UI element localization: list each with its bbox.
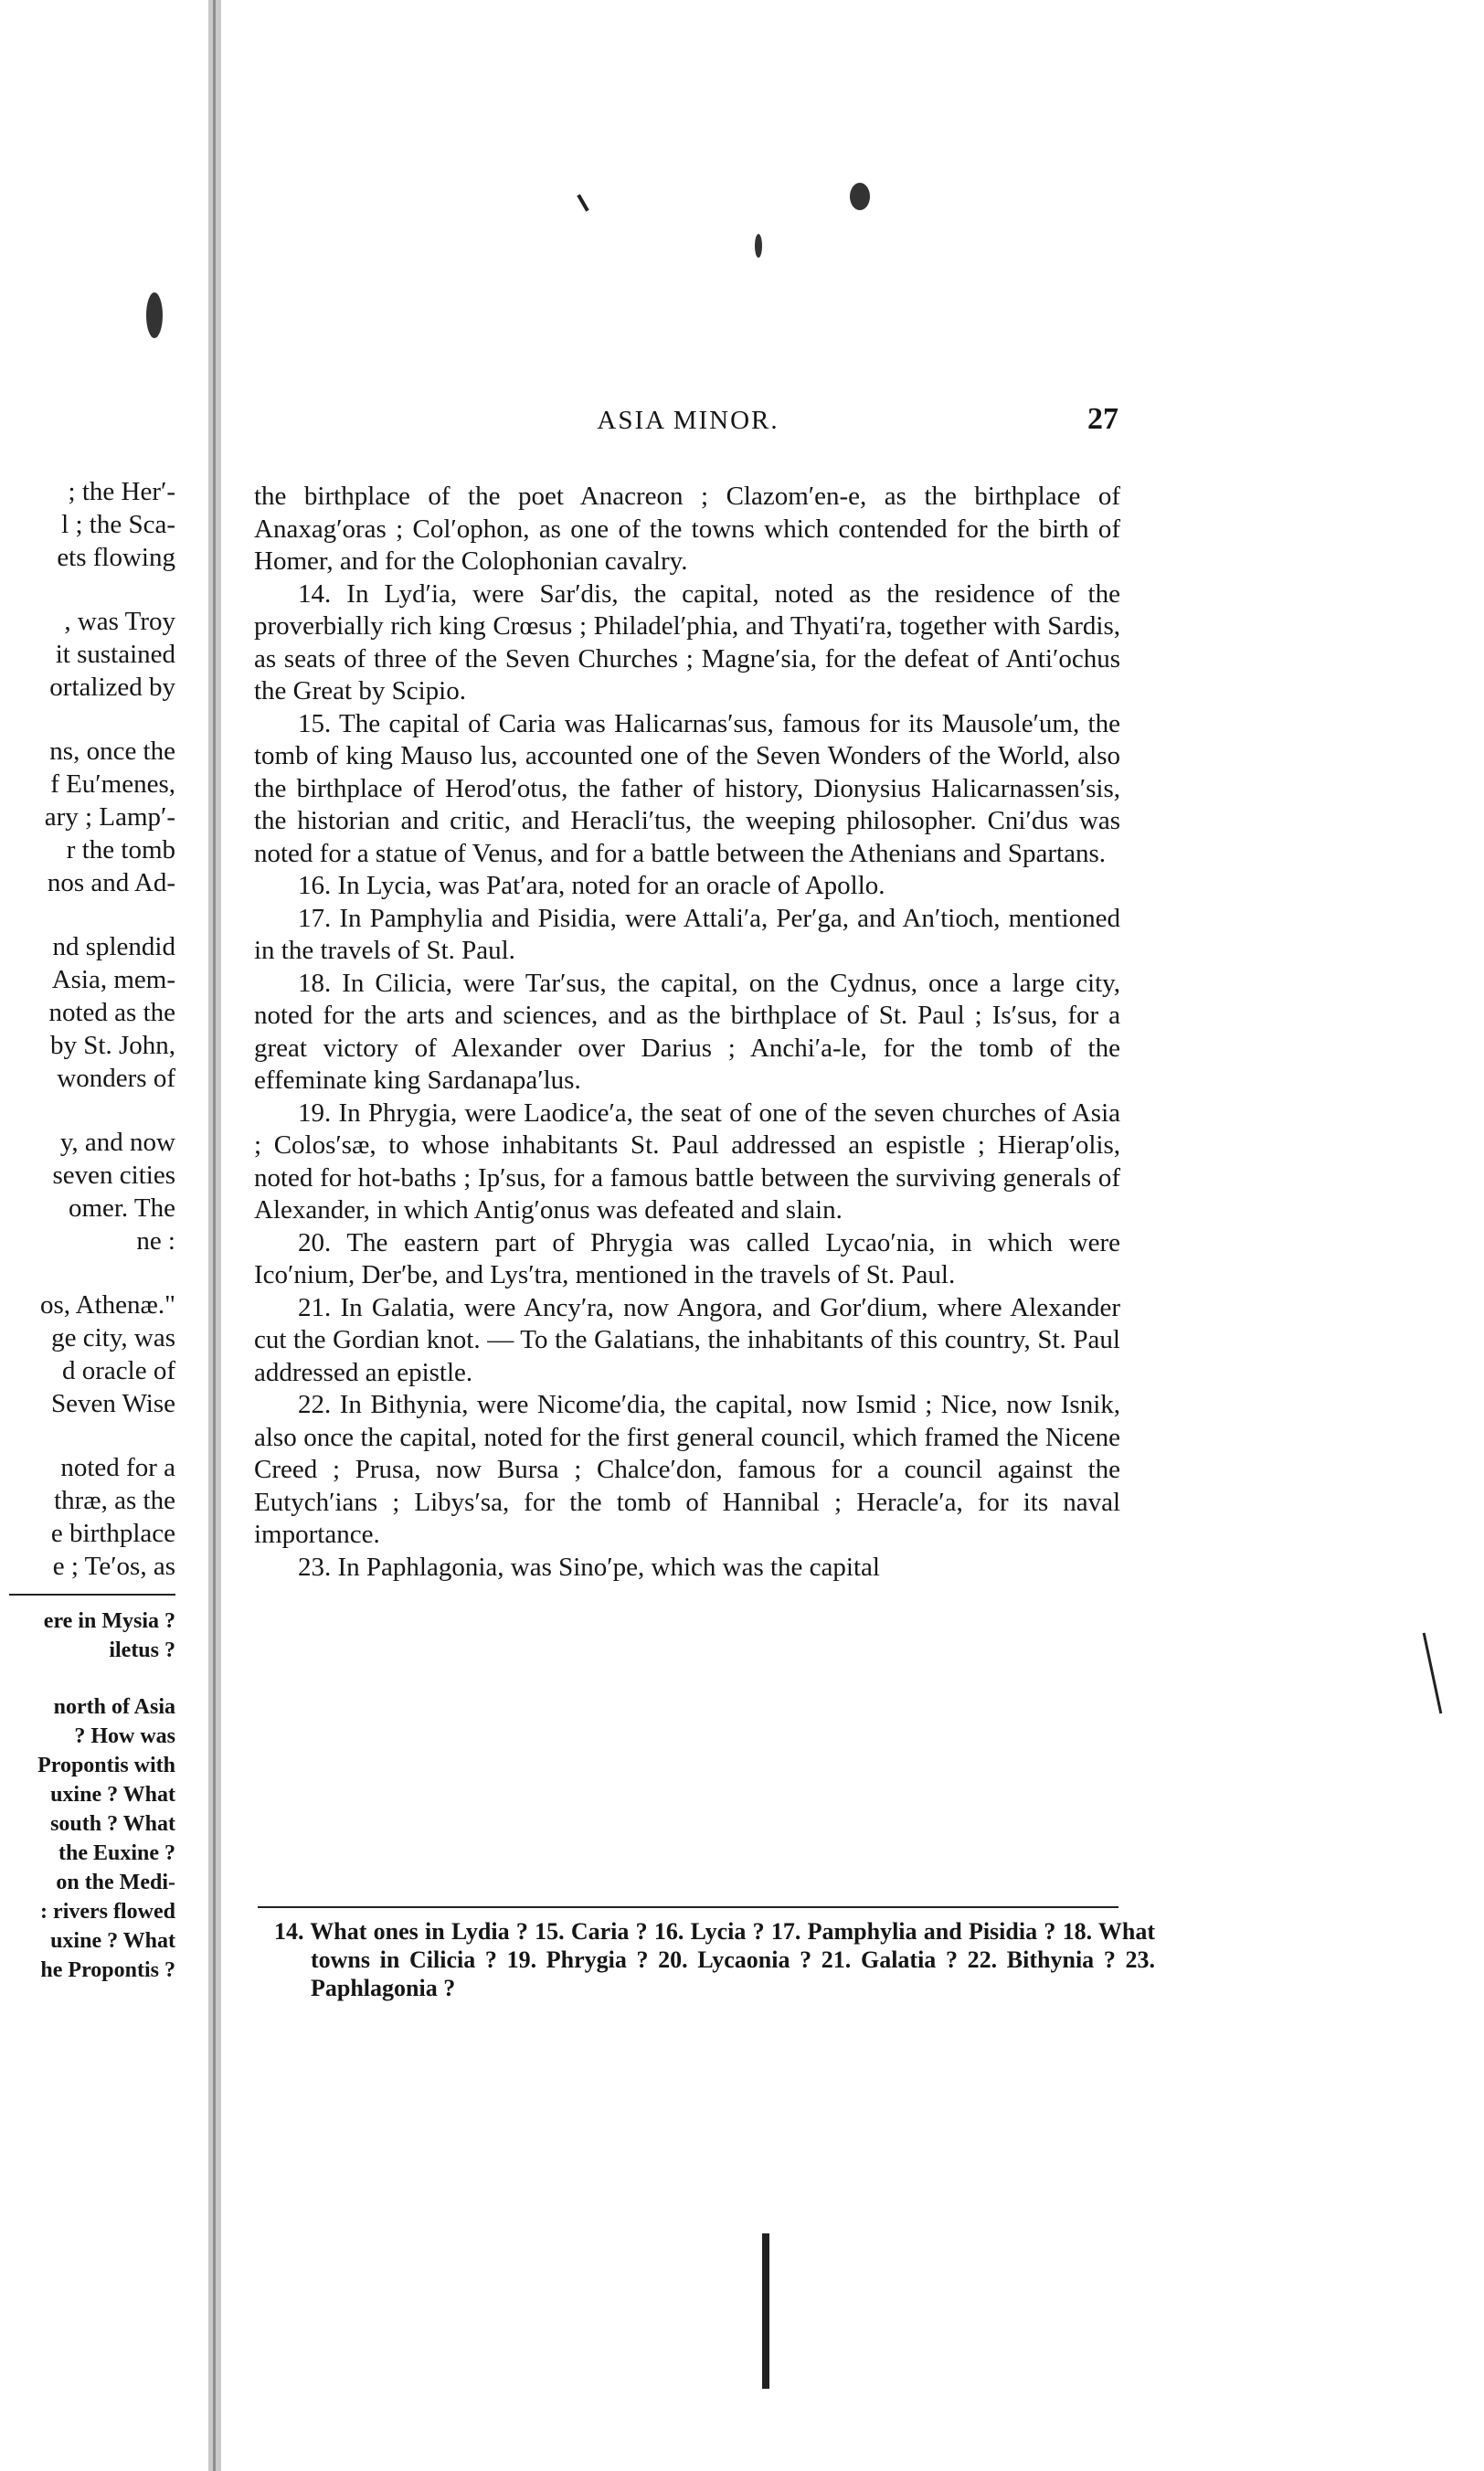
adjacent-page-line: wonders of [57, 1064, 175, 1093]
paragraph-15: 15. The capital of Caria was Halicarnas′sus, famous for its Mausole′um, the tomb of king Mauso lus, accounted one of the Seven Wonders of the World, also the birthplace of Herod′otus, the father of history, Dionysius Halicarnassen′sis, the historian and critic, and Heracli′tus, the weeping philosopher. Cni′dus was noted for a statue of Venus, and for a battle between the Athenians and Spartans. [254, 708, 1120, 868]
adjacent-page-line: , was Troy [64, 607, 175, 636]
body-text [254, 481, 1120, 1584]
running-head [258, 402, 1118, 439]
adjacent-page-question: on the Medi- [56, 1871, 175, 1894]
line-gap [0, 1420, 175, 1451]
adjacent-page-line: ortalized by [49, 673, 175, 702]
page-gutter [208, 0, 221, 2471]
scan-speck [755, 234, 762, 258]
adjacent-page-question: Propontis with [37, 1754, 175, 1777]
scan-speck [146, 292, 163, 338]
adjacent-page-line: l ; the Sca- [61, 510, 175, 539]
adjacent-page-line: seven cities [52, 1161, 175, 1190]
review-questions: 14. What ones in Lydia ? 15. Caria ? 16. Lycia ? 17. Pamphylia and Pisidia ? 18. What towns in Cilicia ? 19. Phrygia ? 20. Lycaonia ? 21. Galatia ? 22. Bithynia ? 23. Paphlagonia ? [274, 1918, 1155, 2001]
adjacent-page-line: ns, once the [49, 737, 175, 766]
adjacent-page-line: ets flowing [57, 543, 175, 572]
paragraph-17: 17. In Pamphylia and Pisidia, were Attali′a, Per′ga, and An′tioch, mentioned in the travels of St. Paul. [254, 903, 1120, 965]
adjacent-page-rule [9, 1594, 175, 1596]
adjacent-page-question: ? How was [74, 1724, 175, 1748]
adjacent-page-line: nos and Ad- [47, 868, 175, 897]
line-gap [0, 1257, 175, 1289]
adjacent-page-line: noted for a [60, 1453, 175, 1482]
paragraph-19: 19. In Phrygia, were Laodice′a, the seat of one of the seven churches of Asia ; Colos′sæ, to whose inhabitants St. Paul addressed an espistle ; Hierap′olis, noted for hot-baths ; Ip′sus, for a famous battle between the surviving generals of Alexander, in which Antig′onus was defeated and slain. [254, 1098, 1120, 1225]
adjacent-page-line: y, and now [59, 1128, 175, 1157]
adjacent-page-line: ary ; Lamp′- [44, 802, 175, 832]
adjacent-page-line: Asia, mem- [51, 965, 175, 994]
adjacent-page-lines [0, 475, 175, 1583]
adjacent-page-line: Seven Wise [50, 1389, 175, 1418]
line-gap [0, 704, 175, 735]
adjacent-page-line: e birthplace [50, 1519, 175, 1548]
line-gap [0, 1095, 175, 1126]
adjacent-page-question: ere in Mysia ? [43, 1609, 175, 1633]
adjacent-page-question: he Propontis ? [40, 1958, 175, 1982]
scan-speck [850, 183, 870, 210]
line-gap [0, 574, 175, 605]
adjacent-page-question: iletus ? [109, 1638, 175, 1662]
adjacent-page-question: south ? What [50, 1812, 175, 1836]
scan-speck [577, 194, 588, 211]
adjacent-page-question: uxine ? What [50, 1929, 175, 1953]
page-number: 27 [1087, 402, 1118, 436]
scan-mark [1423, 1633, 1443, 1714]
paragraph-22: 22. In Bithynia, were Nicome′dia, the capital, now Ismid ; Nice, now Isnik, also once the capital, noted for the first general council, which framed the Nicene Creed ; Prusa, now Bursa ; Chalce′don, famous for a council against the Eutych′ians ; Libys′sa, for the tomb of Hannibal ; Heracle′a, for its naval importance. [254, 1390, 1120, 1549]
adjacent-page-line: r the tomb [66, 835, 175, 864]
adjacent-page-line: ; the Her′- [68, 477, 175, 506]
paragraph-14: 14. In Lyd′ia, were Sar′dis, the capital, noted as the residence of the proverbially rich king Crœsus ; Philadel′phia, and Thyati′ra, together with Sardis, as seats of three of the Seven Churches ; Magne′sia, for the defeat of Anti′ochus the Great by Scipio. [254, 578, 1120, 705]
footnote-rule [258, 1906, 1118, 1908]
line-gap [0, 899, 175, 930]
adjacent-page-line: noted as the [48, 998, 175, 1027]
adjacent-page-column [0, 475, 175, 1982]
adjacent-page-line: ge city, was [51, 1323, 175, 1352]
adjacent-page-line: d oracle of [62, 1356, 175, 1385]
scan-mark [762, 2233, 769, 2389]
paragraph-16: 16. In Lycia, was Pat′ara, noted for an oracle of Apollo. [298, 871, 885, 900]
paragraph-20: 20. The eastern part of Phrygia was called Lycao′nia, in which were Ico′nium, Der′be, and Lys′tra, mentioned in the travels of St. Paul. [254, 1227, 1120, 1289]
adjacent-page-line: thræ, as the [54, 1486, 175, 1515]
line-gap [0, 1665, 175, 1692]
adjacent-page-line: it sustained [55, 640, 175, 669]
paragraph-18: 18. In Cilicia, were Tar′sus, the capital, on the Cydnus, once a large city, noted for the arts and sciences, and as the birthplace of St. Paul ; Is′sus, for a great victory of Alexander over Darius ; Anchi′a-le, for the tomb of the effeminate king Sardanapa′lus. [254, 968, 1120, 1095]
adjacent-page-line: os, Athenæ." [40, 1290, 175, 1320]
adjacent-page-line: ne : [136, 1226, 175, 1256]
adjacent-page-questions [0, 1607, 175, 1985]
adjacent-page-question: the Euxine ? [58, 1841, 175, 1865]
adjacent-page-line: nd splendid [52, 932, 175, 961]
adjacent-page-line: by St. John, [50, 1031, 175, 1060]
adjacent-page-line: e ; Te′os, as [52, 1552, 175, 1581]
adjacent-page-line: f Eu′menes, [50, 769, 175, 799]
adjacent-page-question: north of Asia [53, 1695, 175, 1719]
paragraph-23: 23. In Paphlagonia, was Sino′pe, which was the capital [298, 1552, 880, 1582]
page-title: ASIA MINOR. [597, 406, 779, 435]
adjacent-page-line: omer. The [68, 1193, 175, 1223]
paragraph-continuation: the birthplace of the poet Anacreon ; Clazom′en-e, as the birthplace of Anaxag′oras ; Col′ophon, as one of the towns which contended for the birth of Homer, and for the Colophonian cavalry. [254, 482, 1120, 576]
paragraph-21: 21. In Galatia, were Ancy′ra, now Angora, and Gor′dium, where Alexander cut the Gordian knot. — To the Galatians, the inhabitants of this country, St. Paul addressed an epistle. [254, 1292, 1120, 1387]
adjacent-page-question: uxine ? What [50, 1783, 175, 1807]
adjacent-page-question: : rivers flowed [40, 1900, 175, 1924]
